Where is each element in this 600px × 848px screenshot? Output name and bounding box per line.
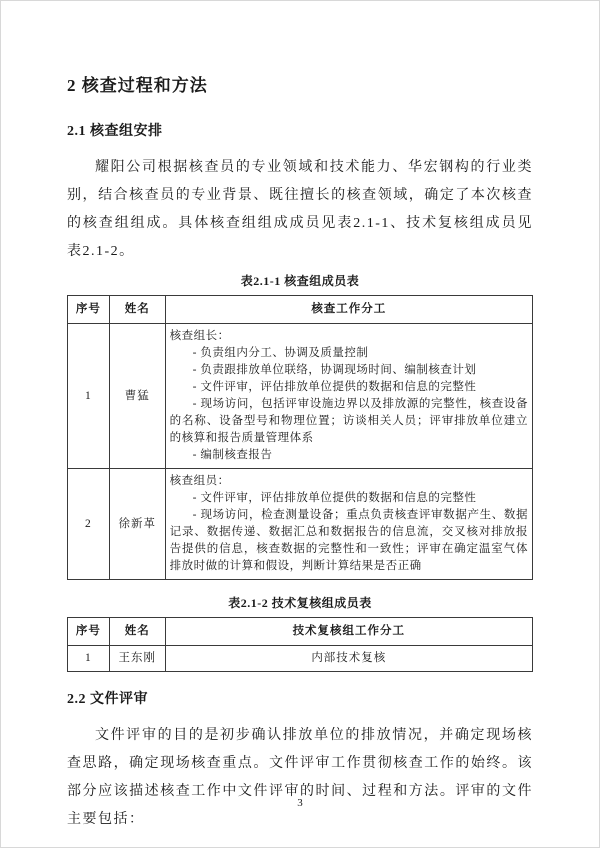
- cell-name: 徐新革: [109, 469, 165, 580]
- duty-role: 核查组长：: [169, 330, 230, 342]
- cell-name: 王东刚: [109, 646, 165, 672]
- duty-item: - 负责组内分工、协调及质量控制: [192, 347, 369, 359]
- cell-no: 1: [68, 324, 110, 469]
- page-number: 3: [297, 797, 303, 809]
- cell-duty: 内部技术复核: [165, 646, 532, 672]
- col-header-no: 序号: [68, 618, 110, 646]
- duty-item: - 负责跟排放单位联络，协调现场时间、编制核查计划: [192, 364, 477, 376]
- col-header-duty: 核查工作分工: [165, 296, 532, 324]
- col-header-duty: 技术复核组工作分工: [165, 618, 532, 646]
- cell-name: 曹猛: [109, 324, 165, 469]
- section-2-1-heading: 2.1 核查组安排: [67, 124, 163, 139]
- cell-no: 2: [68, 469, 110, 580]
- table-2-1-2-caption: 表2.1-2 技术复核组成员表: [228, 596, 372, 610]
- duty-item: - 现场访问，包括评审设施边界以及排放源的完整性，核查设备的名称、设备型号和物理位置；访谈相关人员；评审排放单位建立的核算和报告质量管理体系: [169, 398, 528, 444]
- table-row: [68, 646, 533, 672]
- duty-role: 核查组员：: [169, 475, 230, 487]
- duty-item: - 编制核查报告: [192, 449, 273, 461]
- table-header-row: [68, 618, 533, 646]
- table-row: [68, 324, 533, 469]
- col-header-name: 姓名: [109, 296, 165, 324]
- section-2-1-paragraph: 耀阳公司根据核查员的专业领域和技术能力、华宏钢构的行业类别，结合核查员的专业背景、既往擅长的核查领域，确定了本次核查的核查组组成。具体核查组组成成员见表2.1-1、技术复核组成员见表2.1-2。: [67, 160, 533, 259]
- cell-no: 1: [68, 646, 110, 672]
- table-2-1-1-caption: 表2.1-1 核查组成员表: [240, 274, 360, 288]
- technical-review-team-table: [67, 617, 533, 672]
- col-header-name: 姓名: [109, 618, 165, 646]
- verification-team-table: [67, 295, 533, 580]
- cell-duties: [165, 324, 532, 469]
- table-header-row: [68, 296, 533, 324]
- section-2-2-heading: 2.2 文件评审: [67, 692, 148, 707]
- duty-item: - 文件评审，评估排放单位提供的数据和信息的完整性: [192, 381, 477, 393]
- section-2-2-paragraph: 文件评审的目的是初步确认排放单位的排放情况，并确定现场核查思路，确定现场核查重点。文件评审工作贯彻核查工作的始终。该部分应该描述核查工作中文件评审的时间、过程和方法。评审的文件主要包括：: [67, 728, 533, 827]
- duty-item: - 现场访问，检查测量设备；重点负责核查评审数据产生、数据记录、数据传递、数据汇总和数据报告的信息流，交叉核对排放报告提供的信息，核查数据的完整性和一致性；评审在确定温室气体排放时做的计算和假设，判断计算结果是否正确: [169, 509, 528, 572]
- duty-item: - 文件评审，评估排放单位提供的数据和信息的完整性: [192, 492, 477, 504]
- col-header-no: 序号: [68, 296, 110, 324]
- table-row: [68, 469, 533, 580]
- cell-duties: [165, 469, 532, 580]
- chapter-heading: 2 核查过程和方法: [67, 76, 208, 95]
